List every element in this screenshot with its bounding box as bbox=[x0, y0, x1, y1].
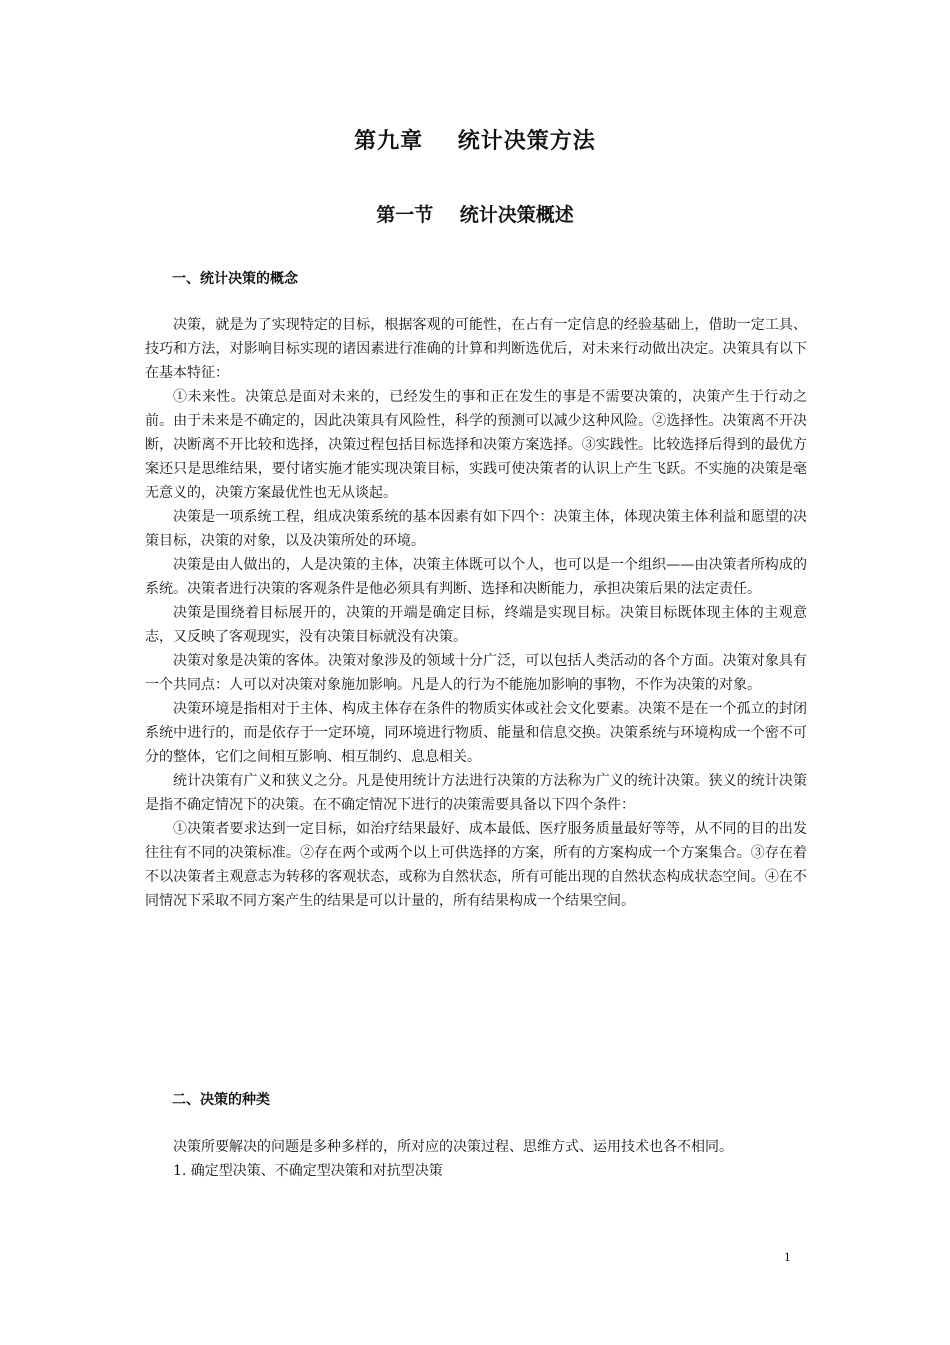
paragraph: 决策是围绕着目标展开的，决策的开端是确定目标，终端是实现目标。决策目标既体现主体的主观意志，又反映了客观现实，没有决策目标就没有决策。 bbox=[145, 605, 807, 645]
paragraph: 决策所要解决的问题是多种多样的，所对应的决策过程、思维方式、运用技术也各不相同。 bbox=[173, 1139, 733, 1155]
paragraph: 决策，就是为了实现特定的目标，根据客观的可能性，在占有一定信息的经验基础上，借助一定工具、技巧和方法，对影响目标实现的诸因素进行准确的计算和判断选优后，对未来行动做出决定。决策具有以下在基本特征： bbox=[145, 317, 807, 381]
paragraph: ①未来性。决策总是面对未来的，已经发生的事和正在发生的事是不需要决策的，决策产生于行动之前。由于未来是不确定的，因此决策具有风险性，科学的预测可以减少这种风险。②选择性。决策离不开决断，决断离不开比较和选择，决策过程包括目标选择和决策方案选择。③实践性。比较选择后得到的最优方案还只是思维结果，要付诸实施才能实现决策目标，实践可使决策者的认识上产生飞跃。不实施的决策是毫无意义的，决策方案最优性也无从谈起。 bbox=[145, 389, 807, 501]
paragraph: 决策对象是决策的客体。决策对象涉及的领域十分广泛，可以包括人类活动的各个方面。决策对象具有一个共同点：人可以对决策对象施加影响。凡是人的行为不能施加影响的事物，不作为决策的对象。 bbox=[145, 653, 807, 693]
chapter-title: 第九章 统计决策方法 bbox=[354, 129, 596, 154]
list-item: 1. 确定型决策、不确定型决策和对抗型决策 bbox=[173, 1163, 443, 1179]
heading-types: 二、决策的种类 bbox=[172, 1092, 270, 1108]
body-types bbox=[145, 1135, 807, 1183]
heading-concept: 一、统计决策的概念 bbox=[172, 271, 298, 287]
paragraph: 决策环境是指相对于主体、构成主体存在条件的物质实体或社会文化要素。决策不是在一个孤立的封闭系统中进行的，而是依存于一定环境，同环境进行物质、能量和信息交换。决策系统与环境构成一个密不可分的整体，它们之间相互影响、相互制约、息息相关。 bbox=[145, 701, 807, 765]
paragraph: ①决策者要求达到一定目标，如治疗结果最好、成本最低、医疗服务质量最好等等，从不同的目的出发往往有不同的决策标准。②存在两个或两个以上可供选择的方案，所有的方案构成一个方案集合。③存在着不以决策者主观意志为转移的客观状态，或称为自然状态，所有可能出现的自然状态构成状态空间。④在不同情况下采取不同方案产生的结果是可以计量的，所有结果构成一个结果空间。 bbox=[145, 821, 807, 909]
section-title: 第一节 统计决策概述 bbox=[376, 204, 574, 226]
paragraph: 决策是由人做出的，人是决策的主体，决策主体既可以个人，也可以是一个组织——由决策者所构成的系统。决策者进行决策的客观条件是他必须具有判断、选择和决断能力，承担决策后果的法定责任。 bbox=[145, 557, 807, 597]
page-number: 1 bbox=[784, 1249, 791, 1264]
paragraph: 统计决策有广义和狭义之分。凡是使用统计方法进行决策的方法称为广义的统计决策。狭义的统计决策是指不确定情况下的决策。在不确定情况下进行的决策需要具备以下四个条件： bbox=[145, 773, 807, 813]
body-concept bbox=[145, 313, 807, 913]
paragraph: 决策是一项系统工程，组成决策系统的基本因素有如下四个：决策主体，体现决策主体利益和愿望的决策目标，决策的对象，以及决策所处的环境。 bbox=[145, 509, 807, 549]
